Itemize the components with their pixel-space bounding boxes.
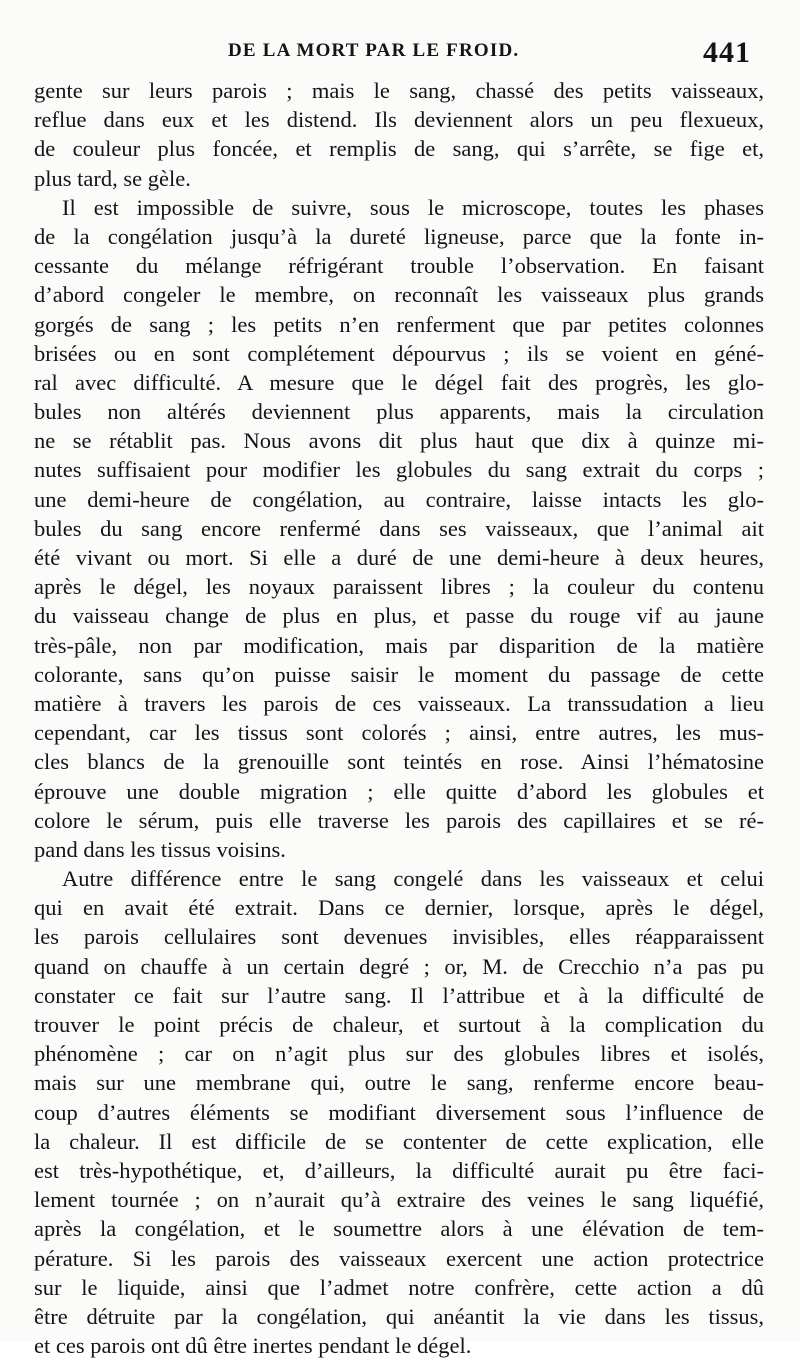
- text-line: gorgés de sang ; les petits n’en renferment que par petites colonnes: [34, 311, 764, 337]
- text-line: bules du sang encore renfermé dans ses vaisseaux, que l’animal ait: [34, 515, 764, 541]
- text-line: gente sur leurs parois ; mais le sang, chassé des petits vaisseaux,: [34, 78, 764, 103]
- text-line: colore le sérum, puis elle traverse les parois des capillaires et se ré-: [34, 807, 764, 833]
- text-line: coup d’autres éléments se modifiant diversement sous l’influence de: [34, 1099, 764, 1125]
- text-line: bules non altérés deviennent plus apparents, mais la circulation: [34, 399, 764, 425]
- text-line: être détruite par la congélation, qui anéantit la vie dans les tissus,: [34, 1303, 764, 1329]
- text-line: ral avec difficulté. A mesure que le dégel fait des progrès, les glo-: [34, 369, 764, 395]
- text-line: Il est impossible de suivre, sous le microscope, toutes les phases: [62, 194, 764, 220]
- text-line: matière à travers les parois de ces vaisseaux. La transsudation a lieu: [34, 690, 764, 716]
- text-line: été vivant ou mort. Si elle a duré de une demi-heure à deux heures,: [34, 545, 764, 570]
- text-line: les parois cellulaires sont devenues invisibles, elles réapparaissent: [34, 924, 764, 950]
- text-line: une demi-heure de congélation, au contraire, laisse intacts les glo-: [34, 486, 764, 512]
- text-line: qui en avait été extrait. Dans ce dernier, lorsque, après le dégel,: [34, 895, 764, 921]
- text-line: cessante du mélange réfrigérant trouble l’observation. En faisant: [34, 253, 764, 279]
- text-line: ne se rétablit pas. Nous avons dit plus haut que dix à quinze mi-: [34, 428, 764, 454]
- running-title: DE LA MORT PAR LE FROID.: [228, 40, 520, 61]
- text-line: brisées ou en sont complétement dépourvus ; ils se voient en géné-: [34, 340, 764, 366]
- text-line: quand on chauffe à un certain degré ; or, M. de Crecchio n’a pas pu: [34, 953, 764, 979]
- text-line: après le dégel, les noyaux paraissent libres ; la couleur du contenu: [34, 574, 764, 600]
- text-line: Autre différence entre le sang congelé dans les vaisseaux et celui: [62, 866, 764, 892]
- text-line: et ces parois ont dû être inertes pendant le dégel.: [34, 1333, 472, 1359]
- text-line: constater ce fait sur l’autre sang. Il l’attribue et à la difficulté de: [34, 982, 764, 1008]
- text-line: la chaleur. Il est difficile de se contenter de cette explication, elle: [34, 1128, 764, 1154]
- text-line: pand dans les tissus voisins.: [34, 836, 286, 862]
- text-line: est très-hypothétique, et, d’ailleurs, la difficulté aurait pu être faci-: [34, 1157, 764, 1183]
- text-line: du vaisseau change de plus en plus, et passe du rouge vif au jaune: [34, 603, 764, 629]
- text-line: de la congélation jusqu’à la dureté ligneuse, parce que la fonte in-: [34, 223, 764, 249]
- text-line: d’abord congeler le membre, on reconnaît les vaisseaux plus grands: [34, 282, 764, 308]
- text-line: cependant, car les tissus sont colorés ; ainsi, entre autres, les mus-: [34, 720, 764, 746]
- text-line: lement tournée ; on n’aurait qu’à extraire des veines le sang liquéfié,: [34, 1187, 764, 1213]
- text-line: plus tard, se gèle.: [34, 165, 191, 191]
- text-line: phénomène ; car on n’agit plus sur des globules libres et isolés,: [34, 1041, 764, 1067]
- text-line: très-pâle, non par modification, mais par disparition de la matière: [34, 632, 764, 658]
- text-line: mais sur une membrane qui, outre le sang, renferme encore beau-: [34, 1070, 764, 1096]
- text-line: pérature. Si les parois des vaisseaux exercent une action protectrice: [34, 1245, 764, 1271]
- text-line: de couleur plus foncée, et remplis de sang, qui s’arrête, se fige et,: [34, 136, 764, 162]
- text-line: sur le liquide, ainsi que l’admet notre confrère, cette action a dû: [34, 1274, 764, 1300]
- page-number: 441: [703, 36, 751, 69]
- text-line: cles blancs de la grenouille sont teintés en rose. Ainsi l’hématosine: [34, 749, 764, 775]
- text-line: trouver le point précis de chaleur, et surtout à la complication du: [34, 1012, 764, 1037]
- text-line: reflue dans eux et les distend. Ils deviennent alors un peu flexueux,: [34, 107, 764, 133]
- running-head: [0, 36, 800, 76]
- text-line: après la congélation, et le soumettre alors à une élévation de tem-: [34, 1216, 764, 1242]
- text-line: colorante, sans qu’on puisse saisir le moment du passage de cette: [34, 661, 764, 687]
- text-line: nutes suffisaient pour modifier les globules du sang extrait du corps ;: [34, 457, 764, 483]
- body-text: [34, 76, 764, 1360]
- text-line: éprouve une double migration ; elle quitte d’abord les globules et: [34, 778, 764, 804]
